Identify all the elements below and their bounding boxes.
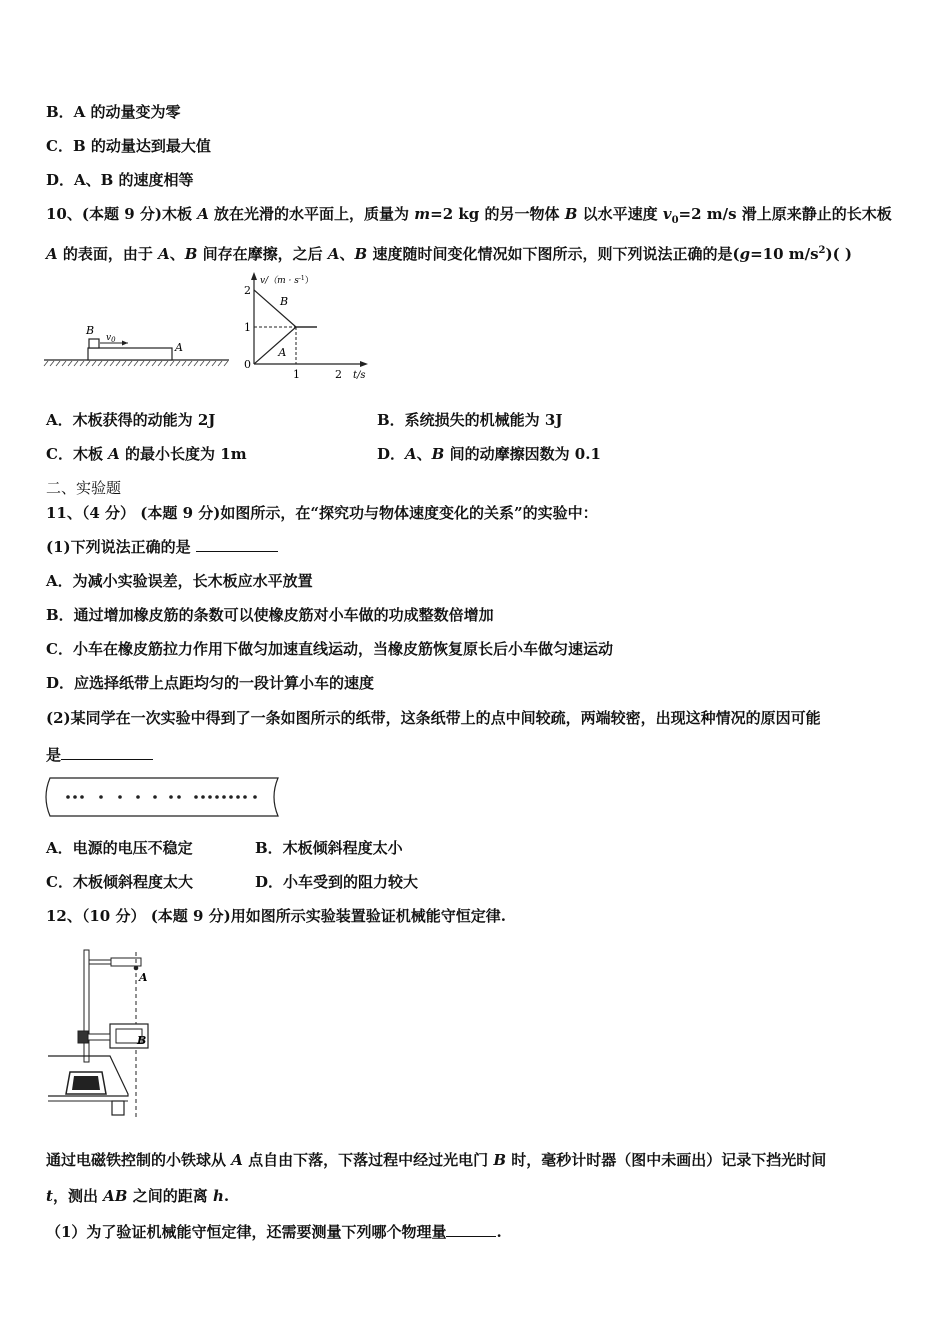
q10-option-c: C．木板 A 的最小长度为 1m: [46, 445, 247, 463]
answer-blank[interactable]: [61, 745, 153, 760]
label-A: A: [139, 971, 148, 984]
q10-option-a: A．木板获得的动能为 2J: [46, 411, 216, 429]
table-leg: [112, 1101, 124, 1115]
q11-option-c: C．小车在橡皮筋拉力作用下做匀加速直线运动，当橡皮筋恢复原长后小车做匀速运动: [46, 640, 613, 658]
q9-option-c: C．B 的动量达到最大值: [46, 137, 211, 155]
y-tick-label: 0: [244, 358, 251, 371]
q12-description-line2: t，测出 AB 之间的距离 h.: [46, 1187, 230, 1205]
q10-stem-line1: 10、(本题 9 分)木板 A 放在光滑的水平面上，质量为 m=2 kg 的另一物体 B 以水平速度 $v_0=2$ m/s 滑上原来静止的长木板: [46, 205, 892, 226]
q11-part2-option-a: A．电源的电压不稳定: [46, 839, 193, 857]
block-B: [89, 339, 99, 348]
q11-stem: 11、（4 分） (本题 9 分)如图所示，在“探究功与物体速度变化的关系”的实验中：: [46, 504, 598, 522]
q12-stem: 12、（10 分） (本题 9 分)用如图所示实验装置验证机械能守恒定律.: [46, 907, 506, 925]
clamp: [78, 1031, 88, 1043]
apparatus-figure: [44, 944, 164, 1124]
x-axis-label: t/s: [353, 370, 366, 381]
y-tick-label: 1: [244, 321, 251, 334]
x-tick-label: 2: [335, 368, 342, 381]
axes: [251, 272, 368, 367]
q10-option-b: B．系统损失的机械能为 3J: [377, 411, 563, 429]
paper-tape: [44, 776, 284, 820]
ground-hatch: [44, 361, 228, 366]
q11-part2-option-b: B．木板倾斜程度太小: [255, 839, 403, 857]
label-B: B: [137, 1034, 147, 1047]
q11-part2-option-c: C．木板倾斜程度太大: [46, 873, 193, 891]
q11-part1: (1)下列说法正确的是: [46, 537, 278, 557]
q12-part1: （1）为了验证机械能守恒定律，还需要测量下列哪个物理量 .: [46, 1223, 502, 1241]
stand-rod: [84, 950, 89, 1062]
answer-blank[interactable]: [196, 537, 278, 552]
vt-graph: [240, 270, 380, 385]
y-tick-label: 2: [244, 284, 251, 297]
board-block-figure: [44, 320, 244, 370]
q9-option-b: B．A 的动量变为零: [46, 103, 181, 121]
series-label-A: A: [278, 345, 287, 359]
q11-option-d: D．应选择纸带上点距均匀的一段计算小车的速度: [46, 674, 375, 692]
q9-option-d: D．A、B 的速度相等: [46, 171, 194, 189]
x-axis-arrow: [360, 361, 368, 367]
y-axis-arrow: [251, 272, 257, 280]
q11-part2: (2)某同学在一次实验中得到了一条如图所示的纸带，这条纸带上的点中间较疏，两端较密，出现这种情况的原因可能: [46, 709, 821, 727]
q12-description-line1: 通过电磁铁控制的小铁球从 A 点自由下落，下落过程中经过光电门 B 时，毫秒计时器（图中未画出）记录下挡光时间: [46, 1151, 827, 1169]
label-v0: $v_0$: [106, 333, 116, 344]
board-A: [88, 348, 172, 360]
q11-option-b: B．通过增加橡皮筋的条数可以使橡皮筋对小车做的功成整数倍增加: [46, 606, 494, 624]
y-axis-label: $v/(m \cdot s^{-1})$: [260, 275, 314, 286]
velocity-arrow: [122, 341, 128, 346]
label-B: B: [86, 324, 95, 337]
answer-blank[interactable]: [446, 1222, 496, 1237]
q11-part2-end: 是: [46, 745, 153, 765]
q10-option-d: D．A、B 间的动摩擦因数为 0.1: [377, 445, 601, 463]
label-A: A: [175, 341, 183, 354]
x-tick-label: 1: [293, 368, 300, 381]
q10-stem-line2: A 的表面，由于 A、B 间存在摩擦，之后 A、B 速度随时间变化情况如下图所示，则下列说法正确的是(g=10 $m/s^2$)( ): [46, 245, 853, 263]
section-title: 二、实验题: [46, 479, 122, 497]
q11-part2-option-d: D．小车受到的阻力较大: [255, 873, 419, 891]
series-label-B: B: [280, 294, 289, 308]
q11-option-a: A．为减小实验误差，长木板应水平放置: [46, 572, 313, 590]
